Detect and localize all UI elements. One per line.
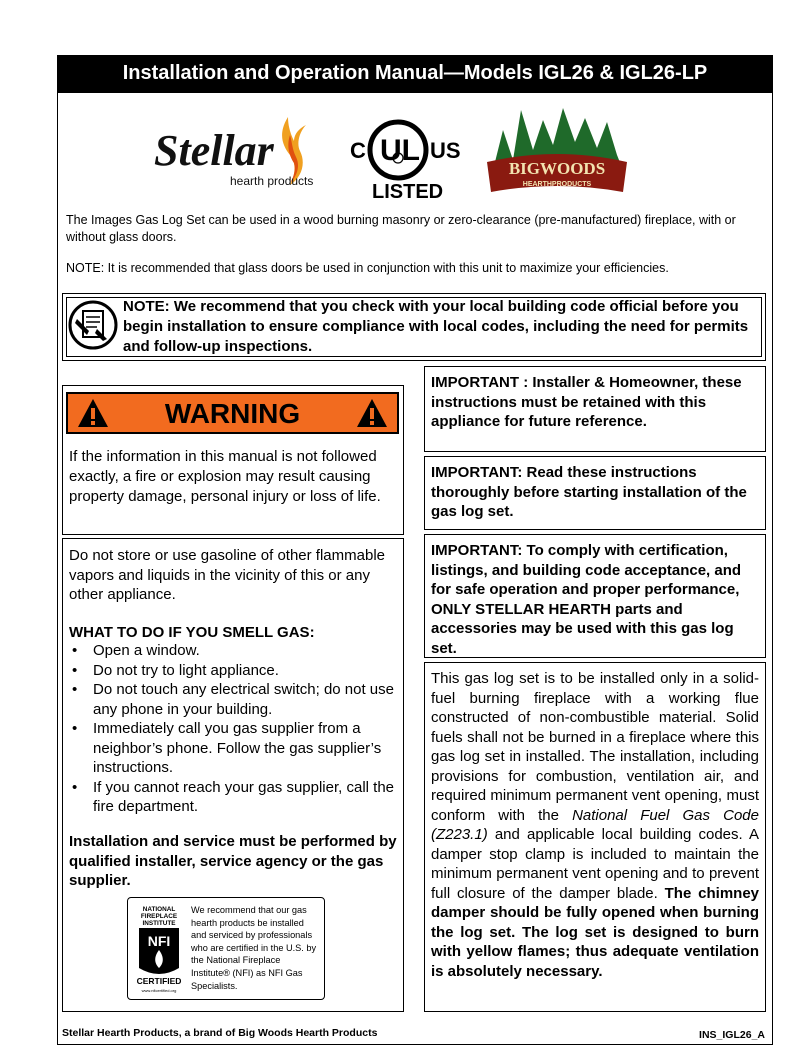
list-item: • Open a window.	[69, 641, 401, 661]
svg-text:INSTITUTE: INSTITUTE	[142, 920, 176, 927]
nfi-badge-icon	[133, 902, 185, 996]
warning-text: If the information in this manual is not followed exactly, a fire or explosion may result causing property damage, personal injury or loss of life.	[69, 448, 381, 505]
list-item: • Do not try to light appliance.	[69, 661, 401, 681]
important-text: IMPORTANT: To comply with certification, listings, and building code acceptance, and for safe operation and proper performance, ONLY STELLAR HEARTH parts and accessories may be used with this gas log set.	[431, 542, 742, 657]
important-box-read	[424, 456, 766, 530]
footer-brand: Stellar Hearth Products, a brand of Big Woods Hearth Products	[62, 1027, 378, 1039]
ul-c-text: C	[350, 138, 366, 163]
intro-note: NOTE: It is recommended that glass doors be used in conjunction with this unit to maximize your efficiencies.	[66, 261, 669, 275]
list-item: • Do not touch any electrical switch; do not use any phone in your building.	[69, 680, 401, 719]
installation-requirements-box	[424, 662, 766, 1012]
note-box	[62, 293, 766, 361]
gas-intro: Do not store or use gasoline of other flammable vapors and liquids in the vicinity of this or any other appliance.	[69, 547, 386, 603]
footer-doc-id: INS_IGL26_A	[699, 1029, 765, 1041]
nfi-url-text: www.nficertified.org	[141, 988, 177, 993]
bigwoods-logo	[483, 100, 631, 202]
intro-paragraph: The Images Gas Log Set can be used in a wood burning masonry or zero-clearance (pre-manufactured) fireplace, with or without glass doors.	[66, 213, 736, 244]
svg-text:NATIONAL: NATIONAL	[142, 906, 176, 913]
inspection-checklist-icon	[67, 299, 119, 351]
svg-text:UL: UL	[380, 134, 420, 167]
ul-listed-text: LISTED	[372, 181, 444, 203]
nfi-text: We recommend that our gas hearth products be installed and serviced by professionals who are certified in the U.S. by the National Fireplace Institute® (NFI) as NFI Gas Specialists.	[191, 905, 317, 991]
ul-us-text: US	[430, 138, 461, 163]
important-box-retain	[424, 366, 766, 452]
bigwoods-text: BIGWOODS	[508, 159, 606, 178]
stellar-logo	[150, 105, 345, 195]
page-title: Installation and Operation Manual—Models IGL26 & IGL26-LP	[122, 62, 708, 84]
bigwoods-sub-text: HEARTHPRODUCTS	[522, 181, 592, 188]
svg-text:FIREPLACE: FIREPLACE	[140, 913, 178, 920]
stellar-brand-text: Stellar	[154, 126, 274, 175]
important-box-certification	[424, 534, 766, 658]
gas-heading: WHAT TO DO IF YOU SMELL GAS:	[69, 624, 315, 641]
installation-requirements-text: This gas log set is to be installed only in a solid-fuel burning fireplace with a working flue constructed of non-combustible material. Solid fuels shall not be burned in a fireplace where this gas log set in installed. The installation, including provisions for combustion, ventilation air, and required minimum permanent vent opening, must conform with the National Fuel Gas Code (Z223.1) and applicable local building codes. A damper stop clamp is included to maintain the minimum permanent vent opening and to prevent full closure of the damper blade. The chimney damper should be fully opened when burning the log set. The log set is designed to burn with yellow flames; thus adequate ventilation is absolutely necessary.	[431, 670, 759, 980]
important-text: IMPORTANT: Read these instructions thoroughly before starting installation of the gas log set.	[431, 464, 747, 520]
list-item: • If you cannot reach your gas supplier, call the fire department.	[69, 778, 401, 817]
important-text: IMPORTANT : Installer & Homeowner, these instructions must be retained with this appliance for future reference.	[431, 374, 742, 430]
warning-word: WARNING	[164, 398, 301, 429]
nfi-badge-mid: NFI	[147, 933, 171, 949]
ul-listed-logo	[350, 118, 470, 203]
stellar-sub-text: hearth products	[230, 174, 314, 188]
header-bar	[57, 33, 773, 93]
nfi-certification-box	[127, 897, 325, 1000]
gas-steps-list	[69, 641, 401, 817]
list-item: • Immediately call you gas supplier from a neighbor’s phone. Follow the gas supplier’s instructions.	[69, 719, 401, 778]
warning-banner	[66, 392, 399, 434]
nfi-certified-text: CERTIFIED	[136, 976, 182, 986]
note-box-text: NOTE: We recommend that you check with your local building code official before you begin installation to ensure compliance with local codes, including the need for permits and follow-up inspections.	[123, 298, 749, 355]
gas-installer-note: Installation and service must be performed by qualified installer, service agency or the gas supplier.	[69, 833, 397, 889]
warning-triangle-icon	[355, 397, 389, 429]
